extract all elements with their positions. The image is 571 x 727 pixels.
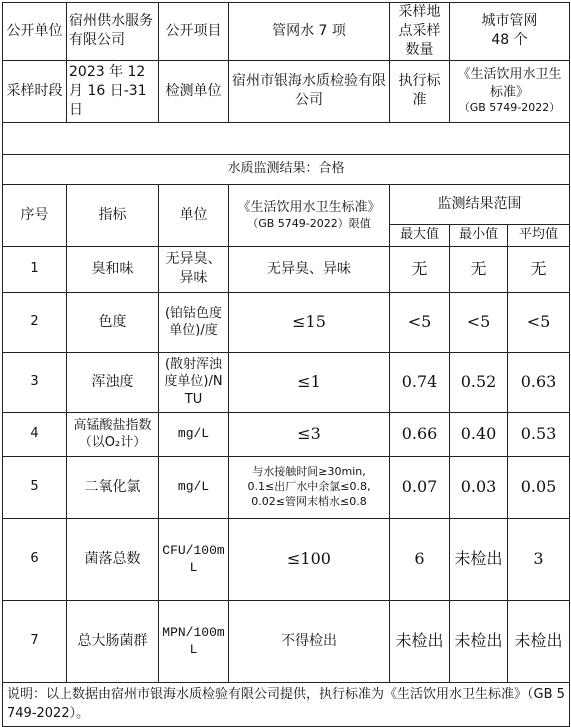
row-min: 未检出: [450, 600, 508, 682]
row-unit: MPN/100mL: [159, 600, 229, 682]
row-max: 0.66: [390, 412, 450, 456]
row-indicator: 高锰酸盐指数（以O₂计）: [67, 412, 159, 456]
row-avg: 未检出: [508, 600, 570, 682]
table-row: [3, 292, 570, 352]
col-avg: 平均值: [508, 224, 570, 246]
sampling-period-label: 采样时段: [3, 60, 67, 122]
col-unit: 单位: [159, 184, 229, 246]
row-limit-line3: 0.02≤管网末梢水≤0.8: [251, 494, 367, 508]
row-index: 4: [3, 412, 67, 456]
row-avg: 无: [508, 246, 570, 292]
row-indicator: 臭和味: [67, 246, 159, 292]
col-limit-line2: （GB 5749-2022）限值: [247, 216, 371, 230]
col-limit: [229, 184, 390, 246]
row-limit-line2: 0.1≤出厂水中余氯≤0.8,: [247, 479, 371, 493]
col-min: 最小值: [450, 224, 508, 246]
row-avg: 3: [508, 518, 570, 600]
sampling-point-line1: 城市管网: [481, 13, 538, 30]
row-index: 5: [3, 456, 67, 518]
row-max: 0.07: [390, 456, 450, 518]
col-range: 监测结果范围: [390, 184, 570, 224]
table-row: [3, 246, 570, 292]
standard-value-line2: （GB 5749-2022）: [458, 101, 561, 115]
testing-unit-value: 宿州市银海水质检验有限公司: [229, 60, 390, 122]
spacer-cell: [3, 122, 570, 154]
row-limit: 无异臭、异味: [229, 246, 390, 292]
row-limit: ≤3: [229, 412, 390, 456]
row-limit: ≤15: [229, 292, 390, 352]
row-limit: ≤100: [229, 518, 390, 600]
sampling-point-line2: 48 个: [491, 32, 528, 49]
result-title-row: [3, 154, 570, 184]
table-row: [3, 352, 570, 412]
standard-value-line1: 《生活饮用水卫生标准》: [457, 67, 562, 100]
row-limit-line1: 与水接触时间≥30min,: [252, 464, 366, 478]
row-avg: 0.53: [508, 412, 570, 456]
row-unit: 无异臭、异味: [159, 246, 229, 292]
row-unit: mg/L: [159, 456, 229, 518]
water-quality-table: [2, 2, 570, 727]
table-row: [3, 518, 570, 600]
row-index: 7: [3, 600, 67, 682]
row-avg: 0.63: [508, 352, 570, 412]
row-max: 0.74: [390, 352, 450, 412]
row-indicator: 总大肠菌群: [67, 600, 159, 682]
row-max: 无: [390, 246, 450, 292]
column-header-row-1: [3, 184, 570, 224]
table-row: [3, 600, 570, 682]
row-limit: 不得检出: [229, 600, 390, 682]
row-avg: 0.05: [508, 456, 570, 518]
row-min: 0.03: [450, 456, 508, 518]
sampling-point-label: 采样地点采样数量: [390, 3, 450, 61]
row-unit: (铂钴色度单位)/度: [159, 292, 229, 352]
col-max: 最大值: [390, 224, 450, 246]
row-indicator: 浑浊度: [67, 352, 159, 412]
row-index: 3: [3, 352, 67, 412]
col-index: 序号: [3, 184, 67, 246]
col-indicator: 指标: [67, 184, 159, 246]
disclosure-unit-label: 公开单位: [3, 3, 67, 61]
row-min: <5: [450, 292, 508, 352]
note-row: [3, 682, 570, 726]
spacer-row: [3, 122, 570, 154]
row-avg: <5: [508, 292, 570, 352]
footnote: 说明：以上数据由宿州市银海水质检验有限公司提供，执行标准为《生活饮用水卫生标准》（GB 5749-2022）。: [3, 682, 570, 726]
row-index: 2: [3, 292, 67, 352]
row-indicator: 色度: [67, 292, 159, 352]
row-max: <5: [390, 292, 450, 352]
disclosure-item-value: 管网水 7 项: [229, 3, 390, 61]
row-index: 6: [3, 518, 67, 600]
row-limit: [229, 456, 390, 518]
row-min: 0.52: [450, 352, 508, 412]
result-title: 水质监测结果：合格: [3, 154, 570, 184]
row-indicator: 菌落总数: [67, 518, 159, 600]
row-unit: CFU/100mL: [159, 518, 229, 600]
row-min: 未检出: [450, 518, 508, 600]
row-unit: (散射浑浊度单位)/NTU: [159, 352, 229, 412]
testing-unit-label: 检测单位: [159, 60, 229, 122]
row-index: 1: [3, 246, 67, 292]
sampling-period-value: 2023 年 12 月 16 日-31 日: [67, 60, 159, 122]
row-limit: ≤1: [229, 352, 390, 412]
standard-label: 执行标准: [390, 60, 450, 122]
disclosure-item-label: 公开项目: [159, 3, 229, 61]
col-limit-line1: 《生活饮用水卫生标准》: [237, 199, 381, 215]
disclosure-unit-value: 宿州供水服务有限公司: [67, 3, 159, 61]
row-unit: mg/L: [159, 412, 229, 456]
row-max: 未检出: [390, 600, 450, 682]
sampling-point-value: [450, 3, 570, 61]
table-row: [3, 412, 570, 456]
header-row-1: [3, 3, 570, 61]
row-max: 6: [390, 518, 450, 600]
row-min: 无: [450, 246, 508, 292]
row-indicator: 二氧化氯: [67, 456, 159, 518]
standard-value: [450, 60, 570, 122]
header-row-2: [3, 60, 570, 122]
row-min: 0.40: [450, 412, 508, 456]
table-row: [3, 456, 570, 518]
